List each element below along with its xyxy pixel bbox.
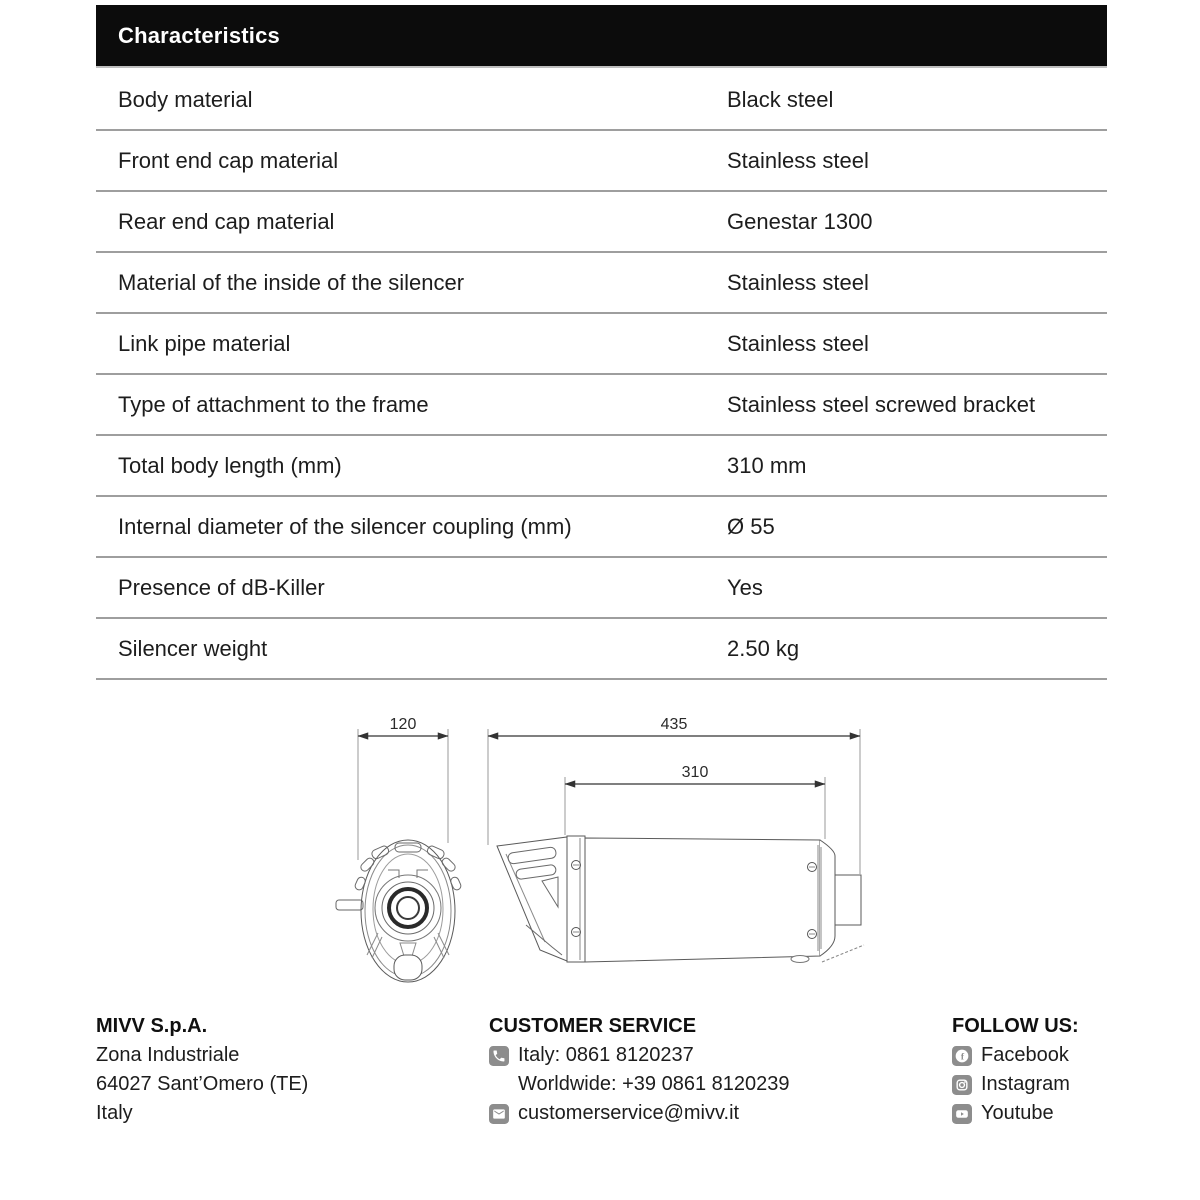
row-label: Material of the inside of the silencer [118,269,465,295]
row-value: Yes [727,574,763,600]
company-address-line: Zona Industriale [96,1044,240,1066]
company-address-line: Italy [96,1102,133,1124]
dimension-lines [358,736,860,784]
table-row [96,314,1107,375]
phone-icon [489,1046,509,1066]
customer-service [489,1012,790,1128]
table-row [96,497,1107,558]
table-row [96,558,1107,619]
table-row [96,70,1107,131]
dimension-label-310: 310 [681,764,709,781]
row-label: Body material [118,86,253,112]
social-label[interactable]: Facebook [981,1044,1069,1066]
spec-table [96,70,1107,680]
row-value: Ø 55 [727,513,775,539]
follow-us-title: FOLLOW US: [952,1015,1079,1037]
row-value: 2.50 kg [727,635,800,661]
table-row [96,192,1107,253]
social-link-facebook[interactable] [952,1041,1079,1070]
youtube-icon [952,1104,972,1124]
instagram-icon [952,1075,972,1095]
silencer-drawing-svg [330,703,900,1003]
row-value: Stainless steel [727,269,869,295]
company-address-line: 64027 Sant’Omero (TE) [96,1073,309,1095]
row-label: Silencer weight [118,635,268,661]
row-label: Total body length (mm) [118,452,342,478]
characteristics-header [96,5,1107,68]
social-label[interactable]: Youtube [981,1102,1054,1124]
silencer-side-view [497,836,864,963]
characteristics-title: Characteristics [118,22,280,48]
mail-icon [489,1104,509,1124]
email-row[interactable] [489,1099,790,1128]
company-info [96,1012,308,1128]
row-value: Stainless steel [727,330,869,356]
row-label: Internal diameter of the silencer coupling (mm) [118,513,572,539]
row-value: Stainless steel screwed bracket [727,391,1036,417]
row-value: Stainless steel [727,147,869,173]
social-link-youtube[interactable] [952,1099,1079,1128]
company-name: MIVV S.p.A. [96,1015,208,1037]
table-row [96,619,1107,680]
svg-text:f: f [960,1051,965,1063]
phone-italy-row [489,1041,790,1070]
row-label: Front end cap material [118,147,339,173]
customer-service-title: CUSTOMER SERVICE [489,1015,697,1037]
row-value: 310 mm [727,452,807,478]
table-row [96,253,1107,314]
row-label: Presence of dB-Killer [118,574,325,600]
technical-drawing [330,703,900,1008]
row-value: Genestar 1300 [727,208,873,234]
row-label: Rear end cap material [118,208,335,234]
row-value: Black steel [727,86,834,112]
silencer-end-view [336,840,462,982]
follow-us [952,1012,1079,1128]
row-label: Link pipe material [118,330,291,356]
phone-worldwide-row [489,1070,790,1099]
email-address[interactable]: customerservice@mivv.it [518,1102,740,1124]
table-row [96,436,1107,497]
social-link-instagram[interactable] [952,1070,1079,1099]
table-row [96,375,1107,436]
phone-worldwide: Worldwide: +39 0861 8120239 [518,1073,790,1095]
dimension-label-435: 435 [660,716,688,733]
row-label: Type of attachment to the frame [118,391,429,417]
social-label[interactable]: Instagram [981,1073,1070,1095]
table-row [96,131,1107,192]
phone-italy: Italy: 0861 8120237 [518,1044,694,1066]
facebook-icon [952,1046,972,1066]
dimension-label-120: 120 [389,716,417,733]
